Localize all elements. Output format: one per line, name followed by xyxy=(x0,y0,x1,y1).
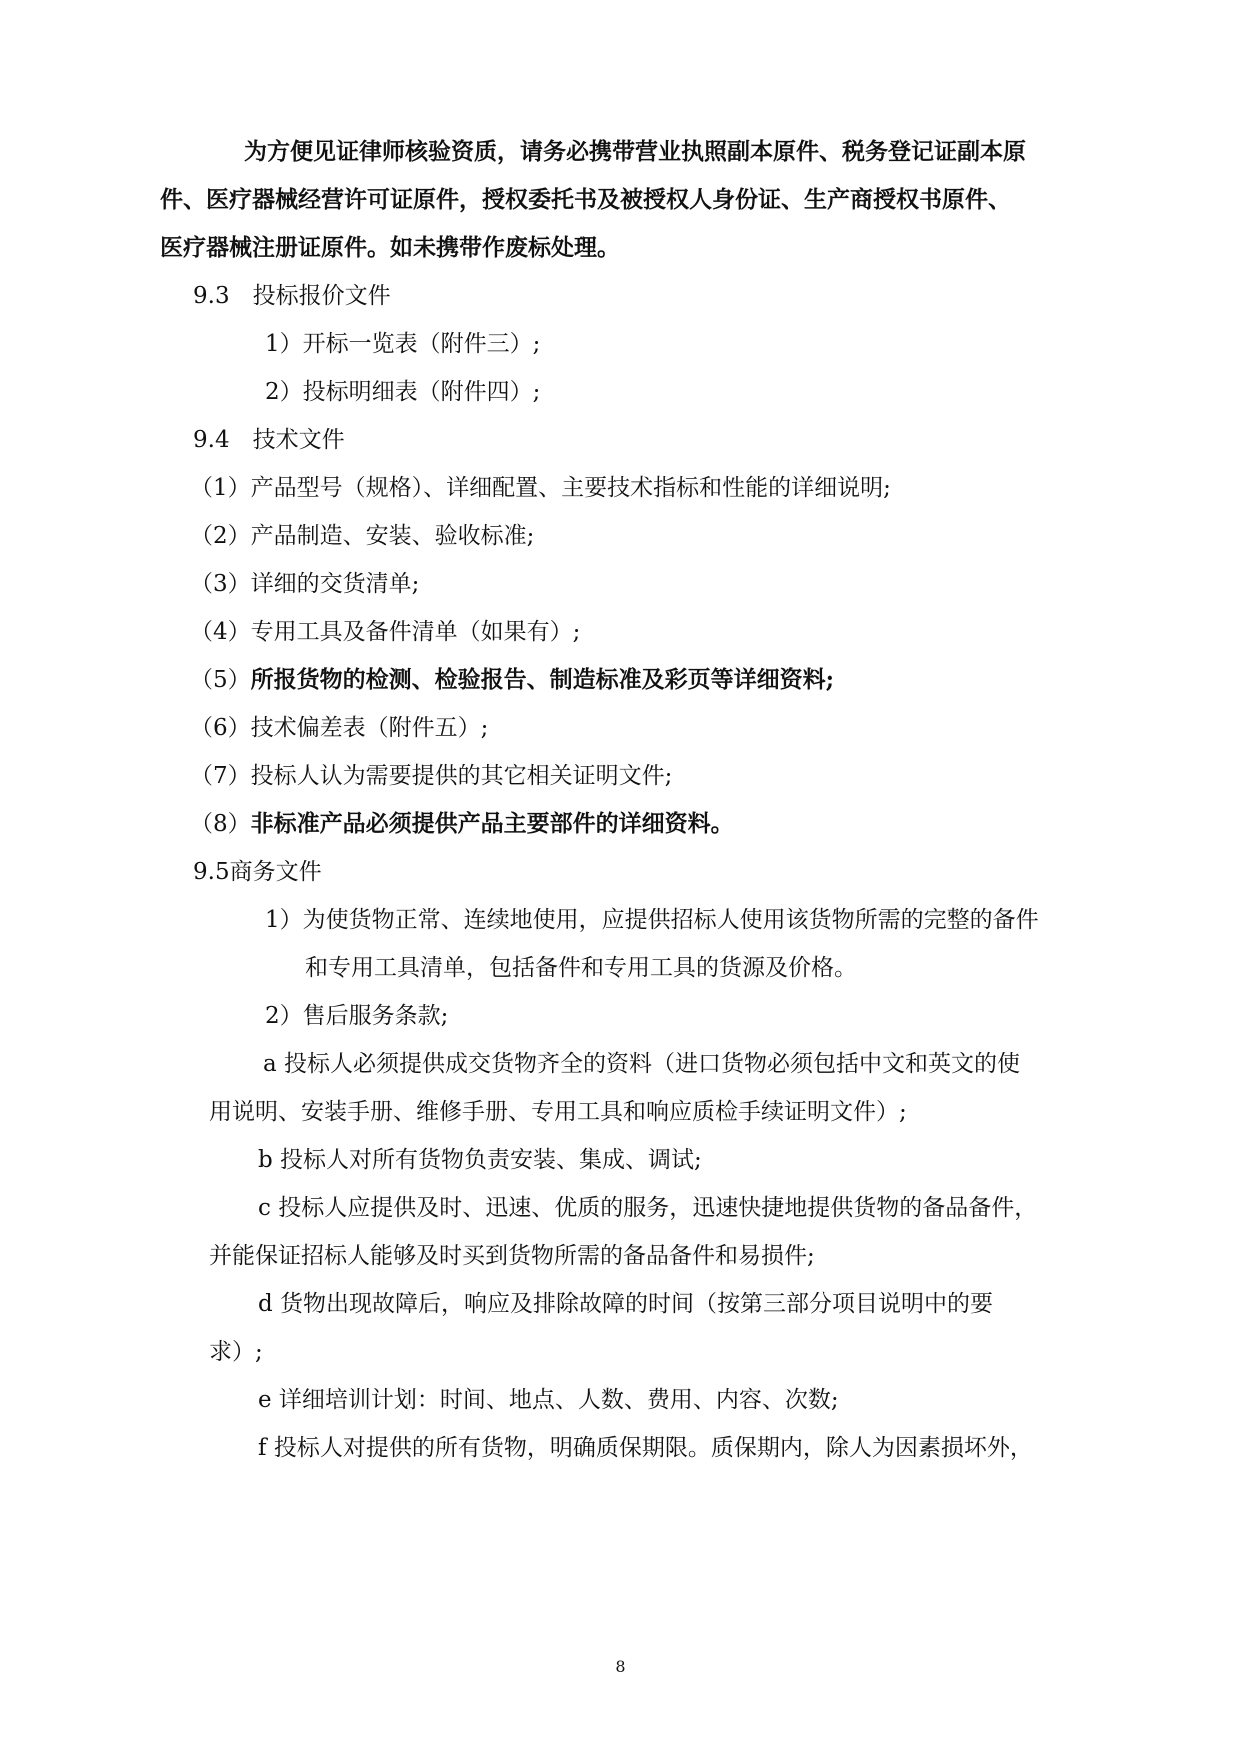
section-9-4-heading: 9.4 技术文件 xyxy=(193,427,345,453)
list-item xyxy=(190,521,534,551)
clause-a-line-1: a 投标人必须提供成交货物齐全的资料（进口货物必须包括中文和英文的使 xyxy=(263,1051,1021,1077)
item-number: （4） xyxy=(190,619,251,645)
item-text: 专用工具及备件清单（如果有）; xyxy=(250,619,581,645)
section-9-5-item-1-line-2: 和专用工具清单，包括备件和专用工具的货源及价格。 xyxy=(305,955,857,981)
notice-line-2: 件、医疗器械经营许可证原件，授权委托书及被授权人身份证、生产商授权书原件、 xyxy=(160,186,1011,213)
clause-c-line-2: 并能保证招标人能够及时买到货物所需的备品备件和易损件; xyxy=(209,1243,815,1269)
item-text: 产品制造、安装、验收标准; xyxy=(250,523,535,549)
item-number: （2） xyxy=(190,523,251,549)
section-9-5-item-2: 2）售后服务条款; xyxy=(265,1003,449,1029)
list-item xyxy=(190,473,891,503)
item-text: 技术偏差表（附件五）; xyxy=(250,715,489,741)
item-number: （3） xyxy=(190,571,251,597)
list-item xyxy=(190,617,580,647)
notice-line-3: 医疗器械注册证原件。如未携带作废标处理。 xyxy=(160,234,620,261)
item-number: （8） xyxy=(190,811,251,837)
section-9-3-item-1: 1）开标一览表（附件三）; xyxy=(265,331,541,357)
clause-e: e 详细培训计划：时间、地点、人数、费用、内容、次数; xyxy=(258,1387,839,1413)
list-item xyxy=(190,809,734,839)
item-text: 投标人认为需要提供的其它相关证明文件; xyxy=(250,763,673,789)
section-9-5-heading: 9.5商务文件 xyxy=(193,859,322,885)
section-9-3-item-2: 2）投标明细表（附件四）; xyxy=(265,379,541,405)
list-item xyxy=(190,665,834,695)
item-text: 产品型号（规格）、详细配置、主要技术指标和性能的详细说明; xyxy=(250,475,891,501)
clause-d-line-2: 求）; xyxy=(209,1339,263,1365)
section-9-5-item-1-line-1: 1）为使货物正常、连续地使用，应提供招标人使用该货物所需的完整的备件 xyxy=(265,907,1039,933)
list-item xyxy=(190,761,672,791)
item-text: 非标准产品必须提供产品主要部件的详细资料。 xyxy=(250,810,734,837)
clause-a-line-2: 用说明、安装手册、维修手册、专用工具和响应质检手续证明文件）; xyxy=(209,1099,907,1125)
item-number: （5） xyxy=(190,667,251,693)
item-number: （6） xyxy=(190,715,251,741)
notice-line-1: 为方便见证律师核验资质，请务必携带营业执照副本原件、税务登记证副本原 xyxy=(244,138,1026,165)
clause-c-line-1: c 投标人应提供及时、迅速、优质的服务，迅速快捷地提供货物的备品备件， xyxy=(258,1195,1038,1221)
item-text: 所报货物的检测、检验报告、制造标准及彩页等详细资料; xyxy=(250,666,835,693)
page-number: 8 xyxy=(615,1657,626,1676)
item-text: 详细的交货清单; xyxy=(250,571,420,597)
section-9-3-heading: 9.3 投标报价文件 xyxy=(193,283,391,309)
list-item xyxy=(190,569,419,599)
clause-f: f 投标人对提供的所有货物，明确质保期限。质保期内，除人为因素损坏外， xyxy=(258,1435,1033,1461)
list-item xyxy=(190,713,488,743)
clause-b: b 投标人对所有货物负责安装、集成、调试; xyxy=(258,1147,702,1173)
clause-d-line-1: d 货物出现故障后，响应及排除故障的时间（按第三部分项目说明中的要 xyxy=(258,1291,994,1317)
item-number: （7） xyxy=(190,763,251,789)
item-number: （1） xyxy=(190,475,251,501)
